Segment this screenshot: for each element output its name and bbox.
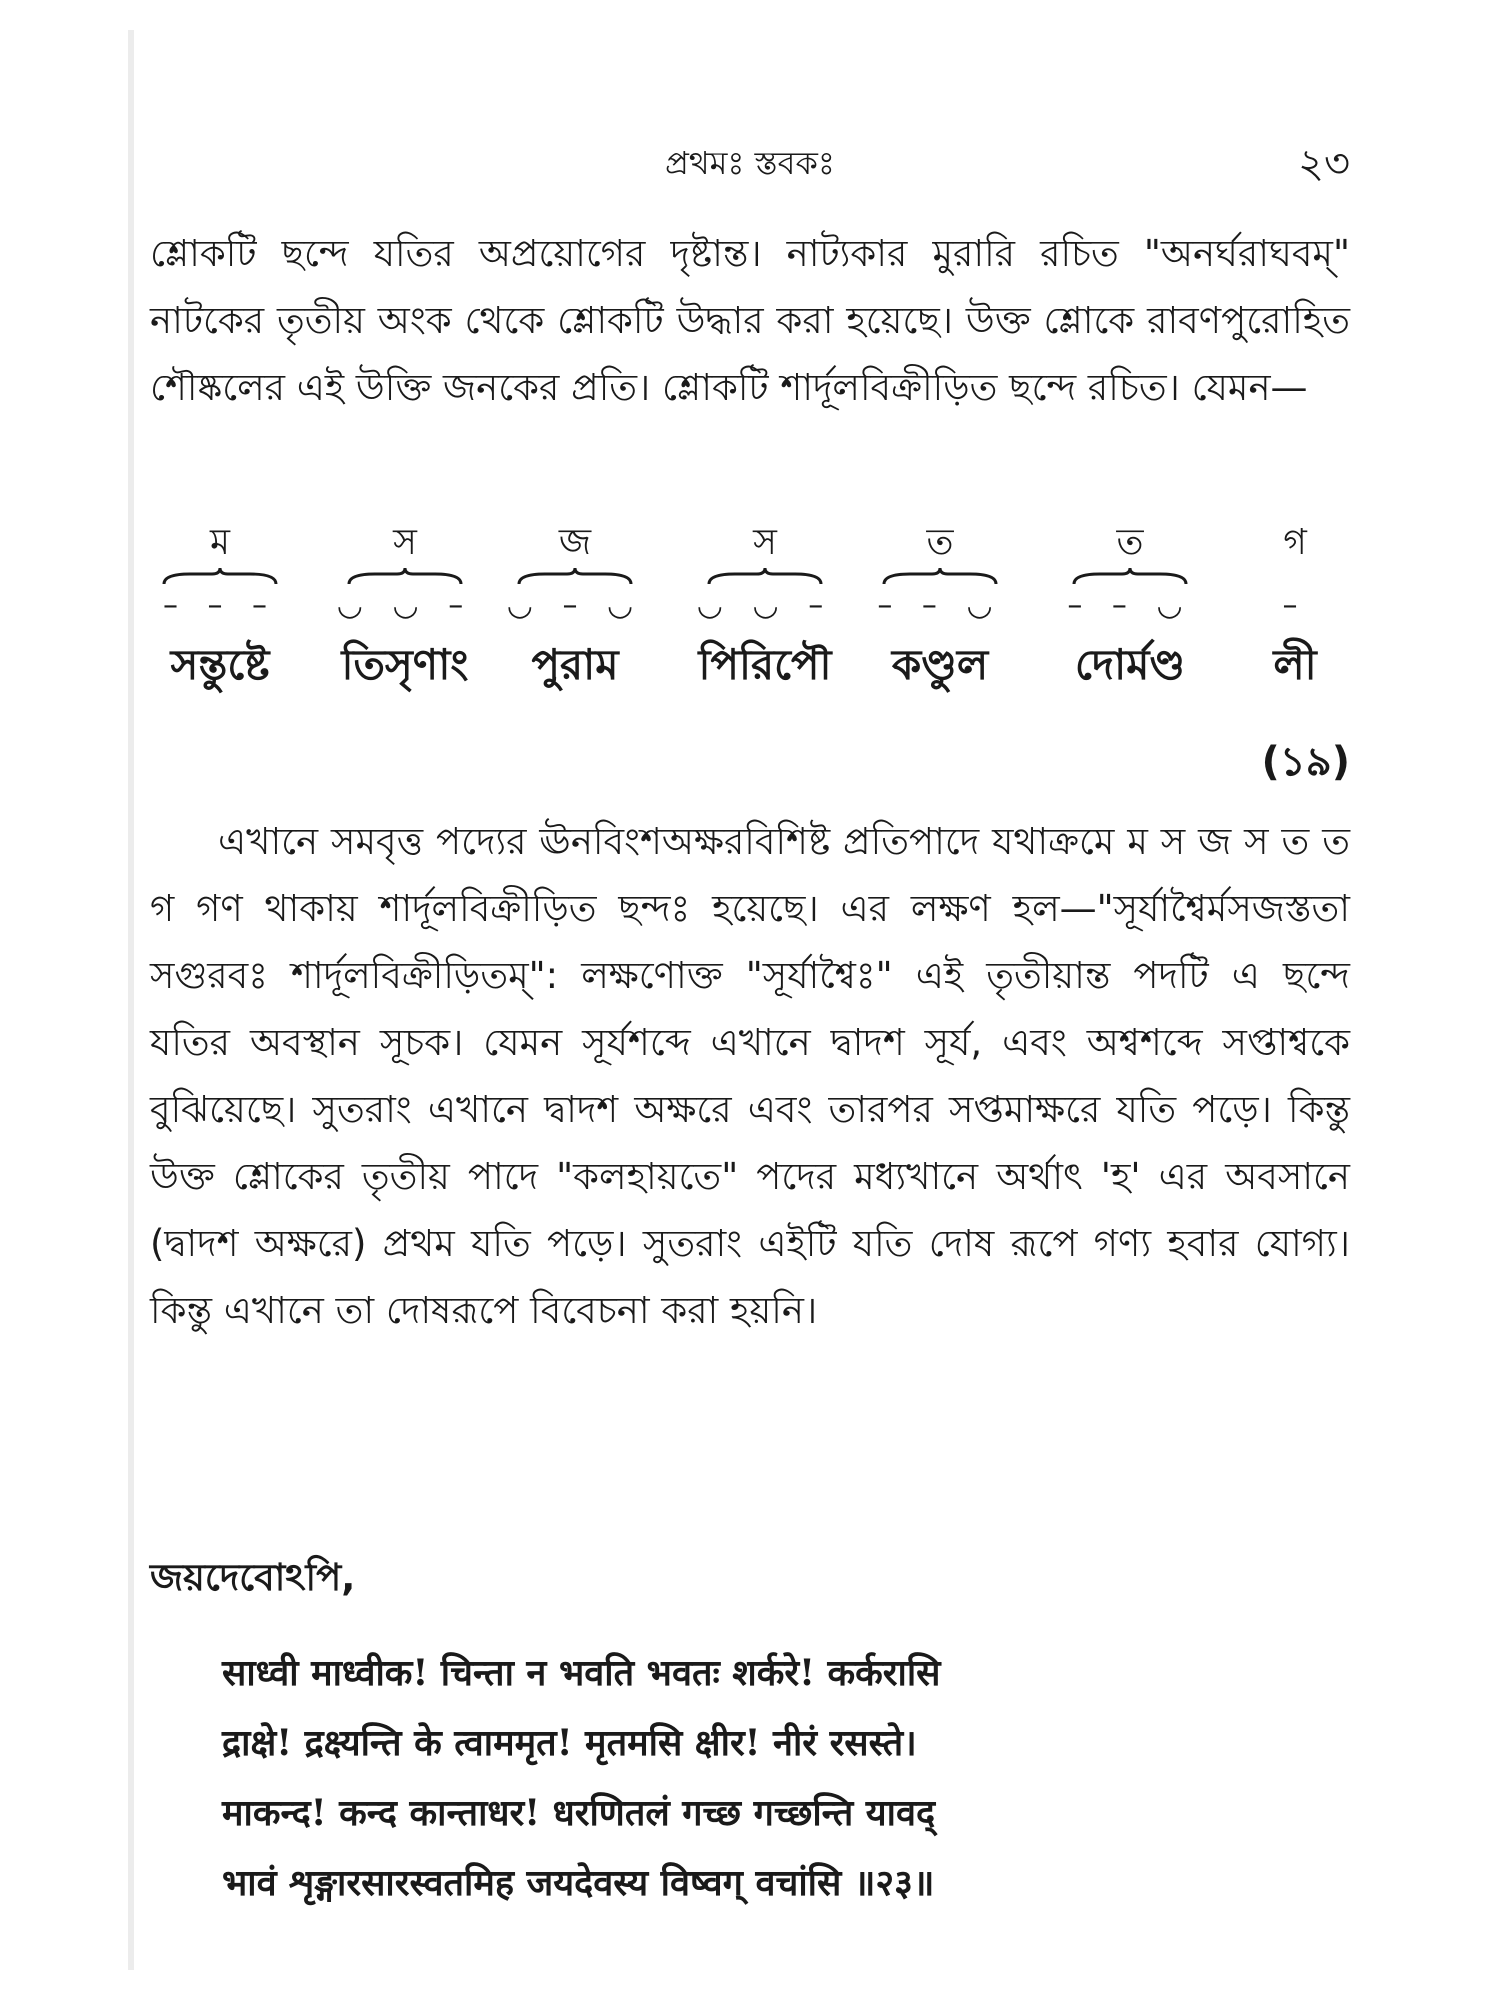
header-title: প্রথমঃ স্তবকঃ [665,144,835,182]
gana-brace [880,566,1000,588]
gana-ga [1255,520,1335,692]
gana-syllables: তিসৃণাং [341,640,469,689]
gana-label: ম [210,522,230,563]
gana-brace [1070,566,1190,588]
gana-syllables: লী [1273,640,1317,689]
gana-marks: – [1282,588,1308,623]
quote-intro: জয়দেবোঽপি, [150,1556,356,1599]
verse-line: भावं शृङ्गारसारस्वतमिह जयदेवस्य विष्वग् वचांसि ॥२३॥ [222,1862,935,1904]
gana-brace [515,566,635,588]
verse-line: साध्वी माध्वीक! चिन्ता न भवति भवतः शर्करे! कर्करासि [222,1652,941,1694]
verse-number: (১৯) [1261,739,1350,785]
sanskrit-verse [222,1638,1322,1918]
gana-marks: ◡ ◡ – [696,588,834,623]
gana-syllables: কণ্ডুল [891,640,989,689]
gana-marks: – – ◡ [877,588,1003,623]
paragraph-intro: শ্লোকটি ছন্দে যতির অপ্রয়োগের দৃষ্টান্ত। নাট্যকার মুরারি রচিত "অনর্ঘরাঘবম্" নাটকের তৃতীয় অংক থেকে শ্লোকটি উদ্ধার করা হয়েছে। উক্ত শ্লোকে রাবণপুরোহিত শৌষ্কলের এই উক্তি জনকের প্রতি। শ্লোকটি শার্দূলবিক্রীড়িত ছন্দে রচিত। যেমন— [150,232,1350,409]
metre-scheme [150,520,1350,780]
gana-syllables: পিরিপৌ [698,640,832,689]
gana-marks: – – – [162,588,278,623]
gana-syllables: পুরাম [531,640,619,689]
gana-marks: ◡ ◡ – [336,588,474,623]
running-header [150,132,1350,192]
gana-sa [335,520,475,692]
gana-label: গ [1283,522,1307,563]
gana-ma [150,520,290,692]
page-number: ২৩ [1297,141,1350,187]
gana-brace [160,566,280,588]
gana-label: স [393,522,417,563]
gana-ja [505,520,645,692]
page-edge-shadow [128,30,134,1970]
gana-brace [705,566,825,588]
verse-line: माकन्द! कन्द कान्ताधर! धरणितलं गच्छ गच्छन्ति यावद् [222,1792,936,1834]
verse-line: द्राक्षे! द्रक्ष्यन्ति के त्वाममृत! मृतमसि क्षीर! नीरं रसस्ते। [222,1722,917,1764]
paragraph-explanation: এখানে সমবৃত্ত পদ্যের ঊনবিংশঅক্ষরবিশিষ্ট প্রতিপাদে যথাক্রমে ম স জ স ত ত গ গণ থাকায় শার্দূলবিক্রীড়িত ছন্দঃ হয়েছে। এর লক্ষণ হল—"সূর্যাশ্বৈর্মসজস্ততা সগুরবঃ শার্দূলবিক্রীড়িতম্": লক্ষণোক্ত "সূর্যাশ্বৈঃ" এই তৃতীয়ান্ত পদটি এ ছন্দে যতির অবস্থান সূচক। যেমন সূর্যশব্দে এখানে দ্বাদশ সূর্য, এবং অশ্বশব্দে সপ্তাশ্বকে বুঝিয়েছে। সুতরাং এখানে দ্বাদশ অক্ষরে এবং তারপর সপ্তমাক্ষরে যতি পড়ে। কিন্তু উক্ত শ্লোকের তৃতীয় পাদে "কলহায়তে" পদের মধ্যখানে অর্থাৎ 'হ' এর অবসানে (দ্বাদশ অক্ষরে) প্রথম যতি পড়ে। সুতরাং এইটি যতি দোষ রূপে গণ্য হবার যোগ্য। কিন্তু এখানে তা দোষরূপে বিবেচনা করা হয়নি। [150,820,1350,1332]
gana-ta [870,520,1010,692]
gana-marks: – – ◡ [1067,588,1193,623]
gana-label: ত [926,522,954,563]
gana-label: স [753,522,777,563]
gana-brace [345,566,465,588]
gana-label: জ [558,522,592,563]
gana-brace-blank [1275,566,1315,588]
gana-ta-2 [1055,520,1205,692]
gana-label: ত [1116,522,1144,563]
gana-marks: ◡ – ◡ [506,588,644,623]
gana-syllables: সন্তুষ্টে [170,640,270,689]
gana-syllables: দোর্মণ্ড [1074,640,1186,689]
gana-sa-2 [695,520,835,692]
